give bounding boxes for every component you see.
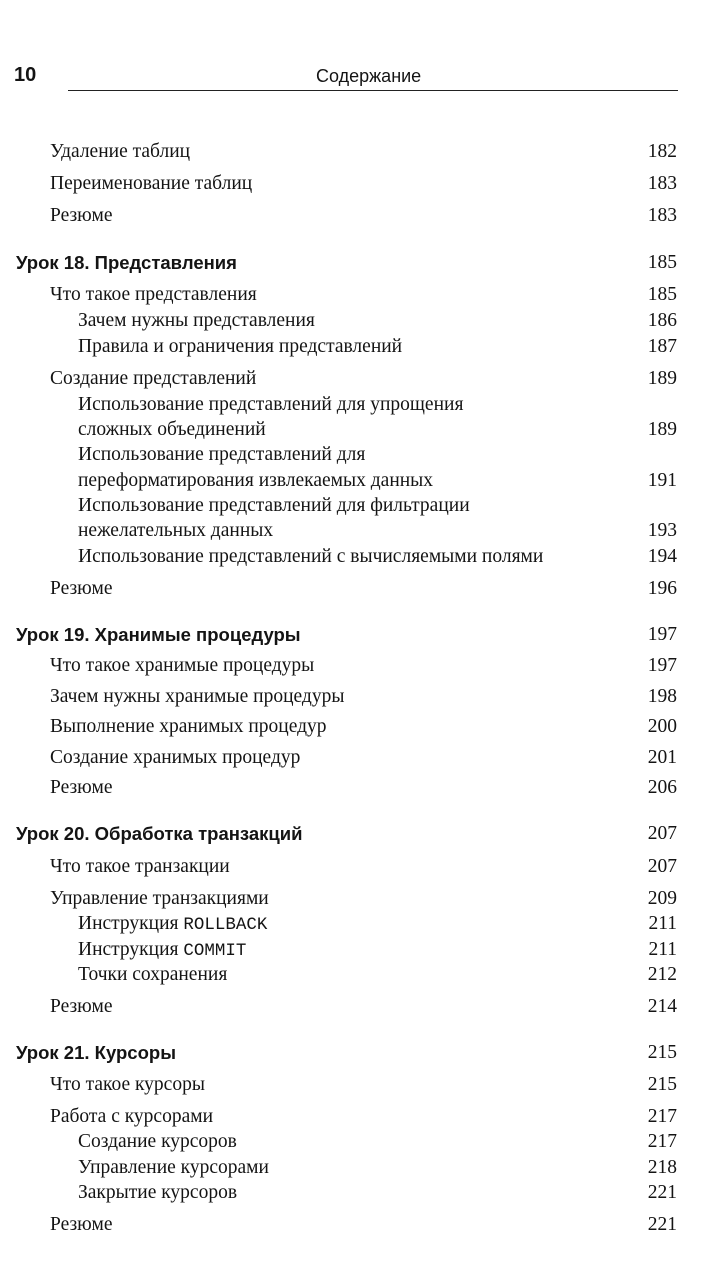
toc-entry-page: 215	[647, 1042, 677, 1063]
toc-subentry	[0, 939, 720, 965]
toc-subentry	[0, 964, 720, 990]
toc-entry-page: 185	[647, 284, 677, 305]
toc-entry-title: Использование представлений с вычисляемыми полями	[78, 546, 544, 567]
toc-subentry	[0, 336, 720, 362]
toc-entry-title: Переименование таблиц	[50, 173, 253, 194]
toc-entry-page: 186	[647, 310, 677, 331]
toc-entry-title: Создание хранимых процедур	[50, 747, 301, 768]
toc-entry-title: Правила и ограничения представлений	[78, 336, 403, 357]
toc-subentry	[0, 546, 720, 572]
toc-subentry	[0, 310, 720, 336]
toc-entry	[0, 284, 720, 310]
toc-entry	[0, 1106, 720, 1132]
toc-entry	[0, 888, 720, 914]
toc-entry	[0, 368, 720, 394]
page-header	[0, 0, 720, 100]
toc-entry	[0, 655, 720, 681]
toc-entry-page: 217	[647, 1106, 677, 1127]
toc-entry-page: 194	[647, 546, 677, 567]
toc-entry-title: Использование представлений для упрощения	[78, 394, 464, 415]
toc-entry-title: Зачем нужны представления	[78, 310, 315, 331]
toc-entry-title: Точки сохранения	[78, 964, 228, 985]
toc-lesson-title: Урок 18. Представления	[16, 252, 237, 273]
toc-entry-title: Создание представлений	[50, 368, 257, 389]
toc-entry-page: 189	[647, 419, 677, 440]
toc-subentry	[0, 913, 720, 939]
toc-entry-title: Что такое транзакции	[50, 856, 230, 877]
toc-entry-page: 215	[647, 1074, 677, 1095]
toc-entry	[0, 205, 720, 231]
toc-subentry	[0, 1157, 720, 1183]
toc-entry-page: 214	[647, 996, 677, 1017]
toc-entry	[0, 1214, 720, 1240]
toc-subentry	[0, 470, 720, 496]
toc-entry-title: Инструкция	[78, 913, 179, 934]
toc-entry-title: Резюме	[50, 996, 113, 1017]
toc-entry-page: 198	[647, 686, 677, 707]
toc-subentry	[0, 394, 720, 420]
section-title: Содержание	[316, 66, 422, 86]
toc-entry-page: 211	[648, 939, 677, 960]
toc-subentry	[0, 444, 720, 470]
toc-entry-page: 196	[647, 578, 677, 599]
toc-entry-page: 183	[647, 173, 677, 194]
toc-entry-title: Управление транзакциями	[50, 888, 269, 909]
toc-subentry	[0, 495, 720, 521]
toc-entry-page: 209	[647, 888, 677, 909]
toc-entry-title: Резюме	[50, 578, 113, 599]
toc-entry	[0, 777, 720, 803]
toc-entry-page: 182	[647, 141, 677, 162]
toc-entry	[0, 856, 720, 882]
toc-lesson-title: Урок 19. Хранимые процедуры	[16, 624, 301, 645]
toc-entry-title: сложных объединений	[78, 419, 266, 440]
sql-keyword: ROLLBACK	[183, 915, 268, 935]
toc-entry-title: Использование представлений для	[78, 444, 366, 465]
toc-entry-page: 189	[647, 368, 677, 389]
toc-entry-title: Резюме	[50, 1214, 113, 1235]
toc-entry-page: 207	[647, 823, 677, 844]
toc-entry-page: 206	[647, 777, 677, 798]
toc-entry-page: 191	[647, 470, 677, 491]
toc-entry-page: 187	[647, 336, 677, 357]
toc-entry-title: Управление курсорами	[78, 1157, 269, 1178]
toc-entry-title: Что такое курсоры	[50, 1074, 205, 1095]
toc-subentry	[0, 1131, 720, 1157]
toc-entry	[0, 996, 720, 1022]
toc-entry	[0, 686, 720, 712]
sql-keyword: COMMIT	[183, 941, 247, 961]
toc-subentry	[0, 520, 720, 546]
page-number: 10	[14, 64, 37, 86]
toc-lesson-entry	[0, 823, 720, 849]
toc-entry-page: 221	[647, 1214, 677, 1235]
toc-subentry	[0, 419, 720, 445]
toc-entry-page: 197	[647, 624, 677, 645]
toc-entry-page: 201	[647, 747, 677, 768]
toc-entry-page: 185	[647, 252, 677, 273]
toc-entry-title: Выполнение хранимых процедур	[50, 716, 327, 737]
toc-entry-page: 207	[647, 856, 677, 877]
toc-entry-page: 221	[647, 1182, 677, 1203]
header-rule	[68, 90, 678, 91]
toc-entry	[0, 716, 720, 742]
toc-entry	[0, 578, 720, 604]
toc-entry-page: 218	[647, 1157, 677, 1178]
toc-entry-title: переформатирования извлекаемых данных	[78, 470, 434, 491]
toc-entry-page: 212	[647, 964, 677, 985]
toc-entry-title: Инструкция	[78, 939, 179, 960]
toc-entry-page: 211	[648, 913, 677, 934]
toc-entry-title: Работа с курсорами	[50, 1106, 214, 1127]
toc-entry-title: Зачем нужны хранимые процедуры	[50, 686, 345, 707]
toc-entry-title: Что такое хранимые процедуры	[50, 655, 315, 676]
toc-lesson-title: Урок 20. Обработка транзакций	[16, 823, 303, 844]
toc-lesson-entry	[0, 624, 720, 650]
toc-entry-title: Удаление таблиц	[50, 141, 191, 162]
toc-entry-title: Закрытие курсоров	[78, 1182, 238, 1203]
toc-entry-page: 183	[647, 205, 677, 226]
toc-subentry	[0, 1182, 720, 1208]
toc-entry-page: 200	[647, 716, 677, 737]
toc-lesson-entry	[0, 252, 720, 278]
toc-entry	[0, 1074, 720, 1100]
toc-lesson-title: Урок 21. Курсоры	[16, 1042, 176, 1063]
toc-entry-title: нежелательных данных	[78, 520, 274, 541]
toc-entry	[0, 747, 720, 773]
toc-entry-page: 193	[647, 520, 677, 541]
toc-entry-page: 217	[647, 1131, 677, 1152]
toc-entry-title: Резюме	[50, 777, 113, 798]
toc-entry	[0, 173, 720, 199]
toc-entry-title: Создание курсоров	[78, 1131, 237, 1152]
toc-entry-title: Резюме	[50, 205, 113, 226]
toc-entry-page: 197	[647, 655, 677, 676]
toc-lesson-entry	[0, 1042, 720, 1068]
toc-entry-title: Что такое представления	[50, 284, 257, 305]
toc-entry	[0, 141, 720, 167]
toc-entry-title: Использование представлений для фильтрации	[78, 495, 470, 516]
